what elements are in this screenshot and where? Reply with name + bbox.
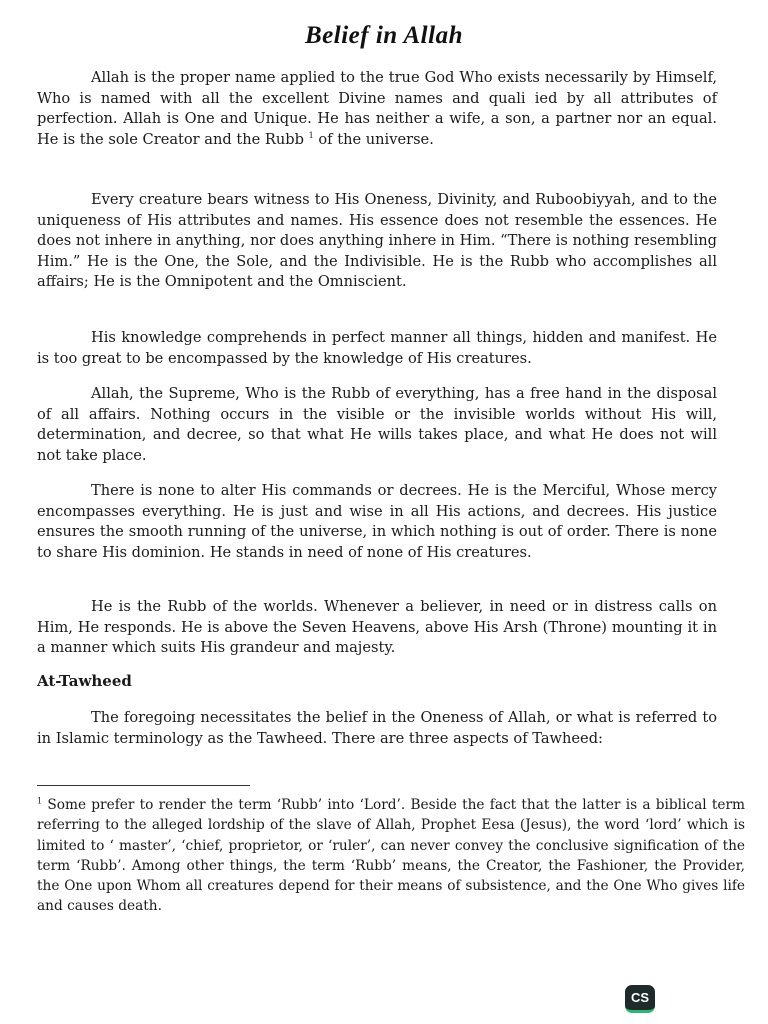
footnote-divider	[37, 785, 250, 786]
paragraph-6: He is the Rubb of the worlds. Whenever a believer, in need or in distress calls on Him, He responds. He is above the Seven Heavens, above His Arsh (Throne) mounting it in a manner which suits His grandeur and majesty.	[37, 598, 717, 656]
paragraph-4: Allah, the Supreme, Who is the Rubb of everything, has a free hand in the disposal of all affairs. Nothing occurs in the visible or the invisible worlds without His will, determination, and decree, so that what He wills takes place, and what He does not will not take place.	[37, 385, 717, 464]
section-paragraph: The foregoing necessitates the belief in the Oneness of Allah, or what is referred to in Islamic terminology as the Tawheed. There are three aspects of Tawheed:	[37, 709, 717, 747]
paragraph-3: His knowledge comprehends in perfect manner all things, hidden and manifest. He is too great to be encompassed by the knowledge of His creatures.	[37, 329, 717, 367]
footnote-marker: 1	[308, 130, 314, 140]
footnote-text: Some prefer to render the term ‘Rubb’ into ‘Lord’. Beside the fact that the latter is a biblical term referring to the alleged lordship of the slave of Allah, Prophet Eesa (Jesus), the word ‘lord’ which is limited to ‘ master’, ‘chief, proprietor, or ‘ruler’, can never convey the conclusive signification of the term ‘Rubb’. Among other things, the term ‘Rubb’ means, the Creator, the Fashioner, the Provider, the One upon Whom all creatures depend for their means of subsistence, and the One Who gives life and causes death.	[37, 797, 745, 915]
paragraph-1	[37, 68, 717, 150]
footnote	[37, 795, 745, 917]
footnote-number: 1	[37, 796, 43, 806]
paragraph-5: There is none to alter His commands or decrees. He is the Merciful, Whose mercy encompasses everything. He is just and wise in all His actions, and decrees. His justice ensures the smooth running of the universe, in which nothing is out of order. There is none to share His dominion. He stands in need of none of His creatures.	[37, 482, 717, 561]
paragraph-2: Every creature bears witness to His Oneness, Divinity, and Ruboobiyyah, and to the uniqueness of His attributes and names. His essence does not resemble the essences. He does not inhere in anything, nor does anything inhere in Him. “There is nothing resembling Him.” He is the One, the Sole, and the Indivisible. He is the Rubb who accomplishes all affairs; He is the Omnipotent and the Omniscient.	[37, 191, 717, 290]
section-heading: At-Tawheed	[37, 672, 132, 690]
paragraph-1-text: Allah is the proper name applied to the true God Who exists necessarily by Himself, Who is named with all the excellent Divine names and quali ied by all attributes of perfection. Allah is One and Unique. He has neither a wife, a son, a partner nor an equal. He is the sole Creator and the Rubb	[37, 69, 717, 148]
camscanner-badge: CS	[625, 985, 655, 1013]
paragraph-1-tail: of the universe.	[318, 130, 434, 148]
page-title: Belief in Allah	[305, 22, 463, 49]
